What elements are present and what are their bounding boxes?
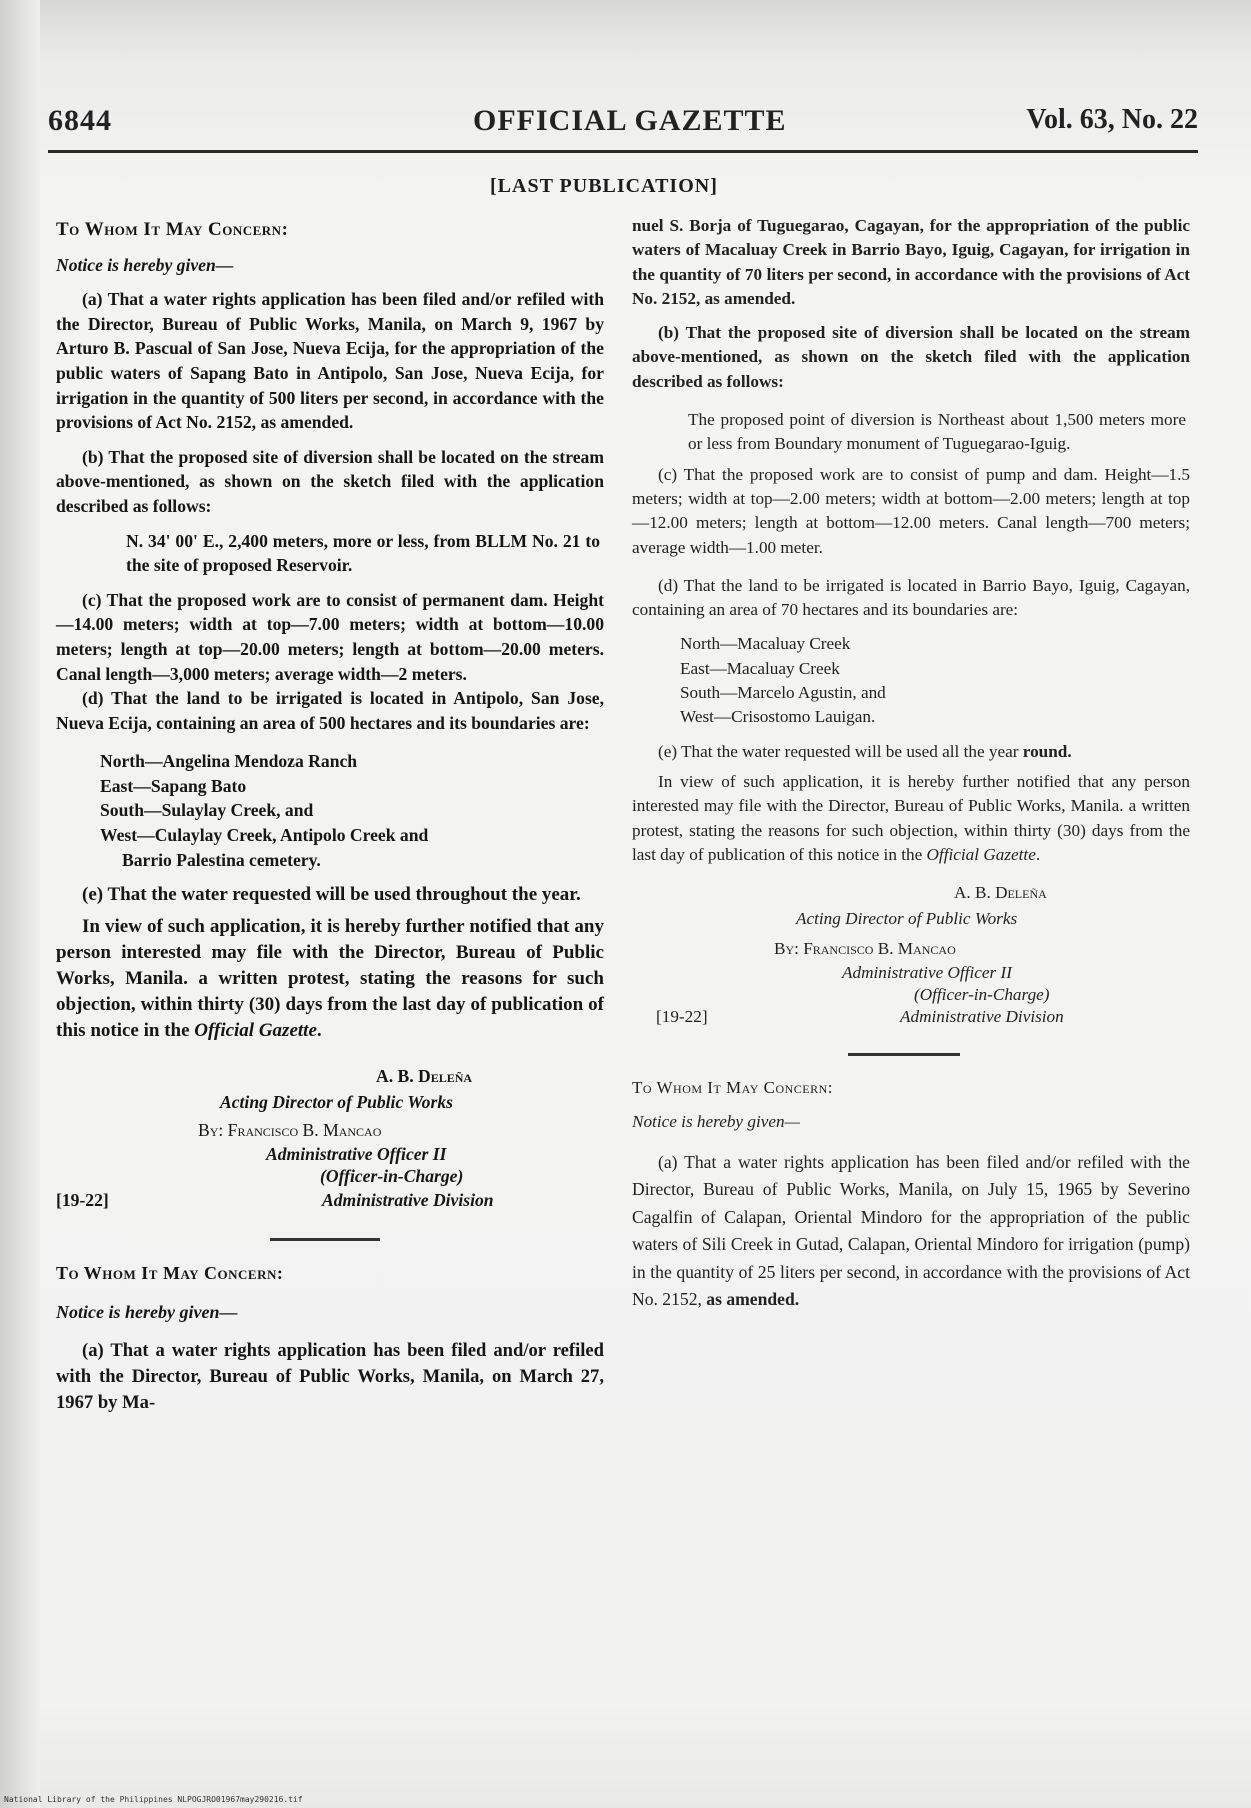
diversion-description: N. 34' 00' E., 2,400 meters, more or less, from BLLM No. 21 to the site of proposed Reservoir. (126, 530, 600, 576)
protest-paragraph (56, 914, 604, 1044)
left-column (56, 218, 604, 1416)
scan-footer: National Library of the Philippines NLPOGJRO01967may290216.tif (4, 1795, 303, 1804)
notice-heading: Notice is hereby given— (56, 254, 234, 275)
publication-title: OFFICIAL GAZETTE (473, 104, 787, 137)
boundaries-list (56, 749, 604, 872)
header-rule (48, 150, 1198, 153)
officer-role-right: Administrative Officer II (842, 963, 1012, 983)
right-column (632, 214, 1190, 1314)
signature-block-right (632, 881, 1190, 1033)
boundary-east: East—Sapang Bato (100, 775, 247, 796)
issue-range: [19-22] (56, 1190, 109, 1211)
paragraph-d: (d) That the land to be irrigated is located in Antipolo, San Jose, Nueva Ecija, containing an area of 500 hectares and its boundaries are: (56, 688, 604, 733)
signature-block (56, 1064, 604, 1218)
paragraph-e-right (632, 740, 1190, 764)
page-number: 6844 (48, 104, 112, 137)
notice-heading-2-right: Notice is hereby given— (632, 1112, 800, 1132)
paragraph-c-right: (c) That the proposed work are to consist of pump and dam. Height—1.5 meters; width at top—2.00 meters; width at bottom—2.00 meters; length at top—12.00 meters; length at bottom—12.00 meters. Canal length—700 meters; average width—1.00 meter. (632, 464, 1190, 557)
boundary-north: North—Angelina Mendoza Ranch (100, 751, 358, 772)
paragraph-a-continued: nuel S. Borja of Tuguegarao, Cagayan, for the appropriation of the public waters of Macaluay Creek in Barrio Bayo, Iguig, Cagayan, for irrigation in the quantity of 70 liters per second, in accordance with the provisions of Act No. 2152, as amended. (632, 216, 1190, 308)
signatory-name-right: A. B. Deleña (954, 883, 1047, 903)
boundary-west: West—Culaylay Creek, Antipolo Creek and (100, 825, 429, 846)
boundary-west-continued: Barrio Palestina cemetery. (122, 849, 321, 870)
gazette-name-right: Official Gazette (926, 844, 1036, 864)
signatory-title: Acting Director of Public Works (220, 1092, 453, 1113)
signatory-name: A. B. Deleña (376, 1066, 473, 1087)
page-header (48, 100, 1198, 144)
paragraph-a: (a) That a water rights application has been filed and/or refiled with the Director, Bureau of Public Works, Manila, on March 9, 1967 by Arturo B. Pascual of San Jose, Nueva Ecija, for the appropriation of the public waters of Sapang Bato in Antipolo, San Jose, Nueva Ecija, for irrigation in the quantity of 500 liters per second, in accordance with the provisions of Act No. 2152, as amended. (56, 289, 604, 433)
protest-paragraph-right (632, 770, 1190, 867)
paragraph-b: (b) That the proposed site of diversion shall be located on the stream above-mentioned, as shown on the sketch filed with the application described as follows: (56, 446, 604, 516)
scan-shadow (0, 0, 40, 1808)
division-name: Administrative Division (322, 1190, 494, 1211)
signed-by-right: By: Francisco B. Mancao (774, 939, 956, 959)
issue-range-right: [19-22] (656, 1007, 708, 1027)
officer-in-charge: (Officer-in-Charge) (320, 1166, 464, 1187)
paragraph-b-right: (b) That the proposed site of diversion shall be located on the stream above-mentioned, as shown on the sketch filed with the application described as follows: (632, 323, 1190, 391)
paragraph-d-right: (d) That the land to be irrigated is located in Barrio Bayo, Iguig, Cagayan, containing an area of 70 hectares and its boundaries are: (632, 575, 1190, 620)
boundary-east-right: East—Macaluay Creek (680, 658, 840, 678)
signatory-title-right: Acting Director of Public Works (796, 909, 1018, 929)
paragraph-e: (e) That the water requested will be used throughout the year. (82, 884, 581, 906)
salutation-2: To Whom It May Concern: (56, 1263, 284, 1284)
boundaries-list-right (632, 632, 1190, 729)
signed-by: By: Francisco B. Mancao (198, 1120, 382, 1141)
boundary-south-right: South—Marcelo Agustin, and (680, 683, 886, 703)
protest-end-right: . (1035, 844, 1041, 864)
boundary-west-right: West—Crisostomo Lauigan. (680, 707, 876, 727)
last-publication-label: [LAST PUBLICATION] (490, 175, 718, 197)
boundary-north-right: North—Macaluay Creek (680, 634, 851, 654)
paragraph-a-2-text: (a) That a water rights application has been filed and/or refiled with the Director, Bureau of Public Works, Manila, on July 15, 1965 by Severino Cagalfin of Calapan, Oriental Mindoro for the appropriation of the public waters of Sili Creek in Gutad, Calapan, Oriental Mindoro for irrigation (pump) in the quantity of 25 liters per second, in accordance with the provisions of Act No. 2152, (632, 1151, 1190, 1310)
paragraph-e-text: (e) That the water requested will be used all the year (658, 741, 1023, 761)
salutation-2-right: To Whom It May Concern: (632, 1078, 834, 1098)
protest-text-right: In view of such application, it is hereby further notified that any person interested may file with the Director, Bureau of Public Works, Manila. a written protest, stating the reasons for such objection, within thirty (30) days from the last day of publication of this notice in the (632, 771, 1190, 864)
protest-text: In view of such application, it is hereby further notified that any person interested may file with the Director, Bureau of Public Works, Manila. a written protest, stating the reasons for such objection, within thirty (30) days from the last day of publication of this notice in the (56, 916, 604, 1042)
notice-heading-2: Notice is hereby given— (56, 1301, 238, 1322)
protest-end: . (316, 1020, 322, 1042)
gazette-name: Official Gazette (194, 1020, 317, 1042)
officer-role: Administrative Officer II (266, 1144, 447, 1165)
paragraph-e-bold: round. (1022, 741, 1072, 761)
diversion-description-right: The proposed point of diversion is Northeast about 1,500 meters more or less from Boundary monument of Tuguegarao-Iguig. (688, 410, 1186, 454)
paragraph-a-2-right (632, 1149, 1190, 1314)
volume-number: Vol. 63, No. 22 (1026, 104, 1198, 135)
paragraph-c: (c) That the proposed work are to consist of permanent dam. Height—14.00 meters; width at top—7.00 meters; width at bottom—10.00 meters; length at top—20.00 meters; length at bottom—20.00 meters. Canal length—3,000 meters; average width—2 meters. (56, 589, 604, 684)
division-name-right: Administrative Division (900, 1007, 1064, 1027)
boundary-south: South—Sulaylay Creek, and (100, 800, 314, 821)
paragraph-a-2: (a) That a water rights application has been filed and/or refiled with the Director, Bureau of Public Works, Manila, on March 27, 1967 by Ma- (56, 1340, 604, 1414)
paragraph-a-2-bold: as amended. (706, 1289, 800, 1310)
officer-in-charge-right: (Officer-in-Charge) (914, 985, 1050, 1005)
salutation: To Whom It May Concern: (56, 219, 289, 240)
